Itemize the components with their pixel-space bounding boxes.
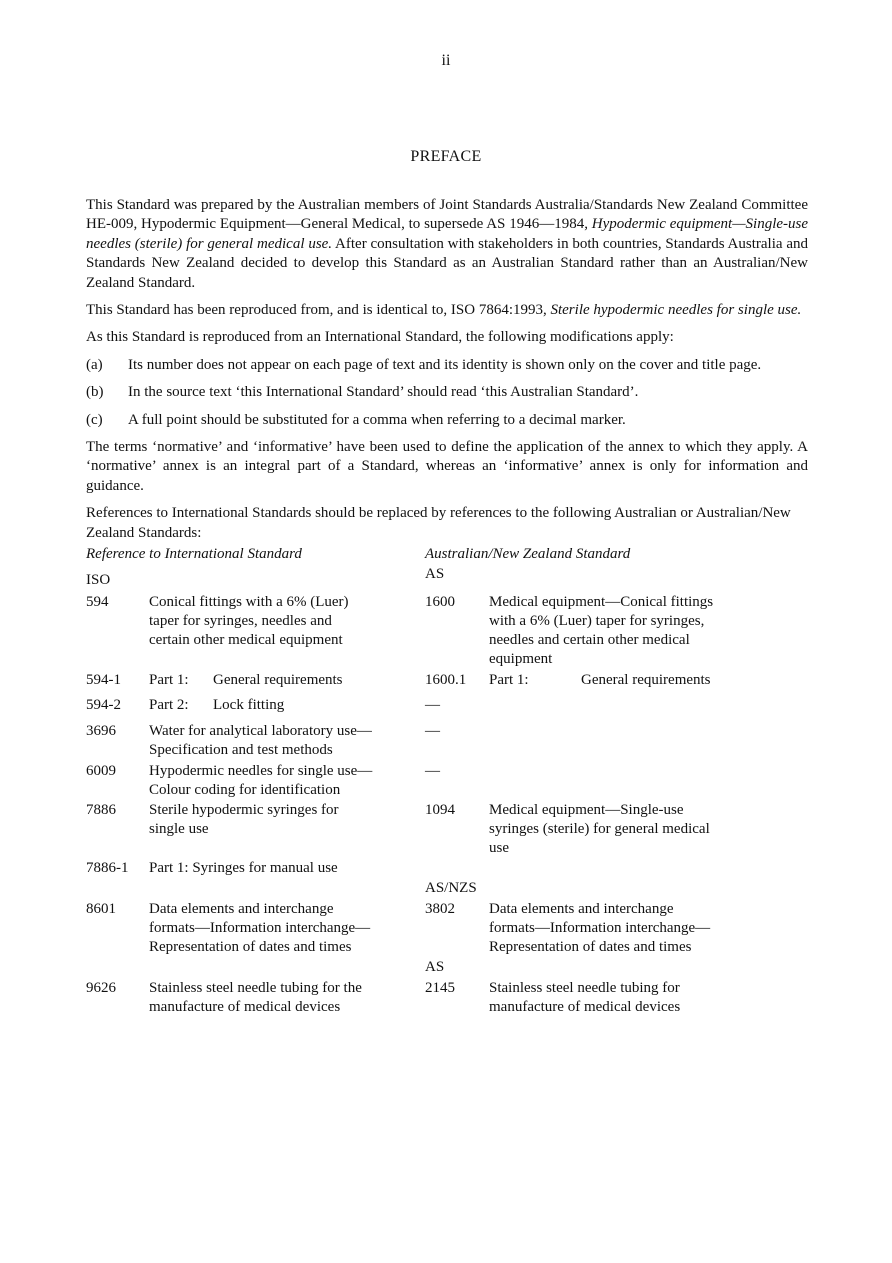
as-title-line: manufacture of medical devices xyxy=(489,999,681,1016)
as-number: 1094 xyxy=(425,802,455,819)
as-number: 1600 xyxy=(425,594,455,611)
list-item xyxy=(86,356,808,375)
iso-title-line: Conical fittings with a 6% (Luer) xyxy=(149,594,349,611)
list-marker: (c) xyxy=(86,411,103,428)
iso-title-line: Sterile hypodermic syringes for xyxy=(149,802,339,819)
list-text: A full point should be substituted for a comma when referring to a decimal marker. xyxy=(128,411,626,428)
as-number: — xyxy=(425,723,440,740)
iso-number: 8601 xyxy=(86,901,116,918)
cited-title: Sterile hypodermic needles for single use. xyxy=(550,302,802,319)
as-title-line: equipment xyxy=(489,651,553,668)
paragraph-references: References to International Standards should be replaced by references to the following Australian or Australian/New Zealand Standards: xyxy=(86,505,791,541)
as-number: — xyxy=(425,763,440,780)
text-segment: This Standard was prepared by the Australian members of Joint Standards Australia/Standards New Zealand Committee HE-009, Hypodermic Equipment—General Medical, to supersede AS 1946—1984, xyxy=(86,197,808,233)
iso-title-line: certain other medical equipment xyxy=(149,632,343,649)
as-title-line: Representation of dates and times xyxy=(489,939,692,956)
iso-title-line: single use xyxy=(149,821,209,838)
paragraph-committee xyxy=(86,196,808,293)
list-marker: (a) xyxy=(86,356,103,373)
part-title: Lock fitting xyxy=(213,697,285,714)
as-number: — xyxy=(425,697,440,714)
iso-title-line: Representation of dates and times xyxy=(149,939,352,956)
list-item xyxy=(86,383,808,402)
as-title-line: Stainless steel needle tubing for xyxy=(489,980,680,997)
paragraph-annex: The terms ‘normative’ and ‘informative’ have been used to define the application of the annex to which they apply. A ‘normative’ annex is an integral part of a Standard, whereas an ‘informative’ annex is only for information and guidance. xyxy=(86,439,808,494)
as-number: 1600.1 xyxy=(425,672,467,689)
column-header-international: Reference to International Standard xyxy=(86,546,302,563)
as-title-line: needles and certain other medical xyxy=(489,632,690,649)
paragraph-modifications: As this Standard is reproduced from an International Standard, the following modifications apply: xyxy=(86,329,674,346)
page-number: ii xyxy=(441,52,451,69)
part-label: Part 2: xyxy=(149,697,189,714)
iso-number: 594-1 xyxy=(86,672,121,689)
iso-title-line xyxy=(149,671,343,690)
as-title-line: Medical equipment—Conical fittings xyxy=(489,594,714,611)
as-title-line: Data elements and interchange xyxy=(489,901,674,918)
list-text: Its number does not appear on each page of text and its identity is shown only on the cover and title page. xyxy=(128,356,762,373)
iso-title-line: Water for analytical laboratory use— xyxy=(149,723,372,740)
as-label: AS xyxy=(425,566,445,583)
iso-title-line: manufacture of medical devices xyxy=(149,999,341,1016)
text-segment: After consultation with stakeholders in both countries, Standards Australia and Standards New Zealand decided to develop this Standard as an Australian Standard rather than an Australian/New Zealand Standard. xyxy=(86,235,808,291)
iso-title-line: Stainless steel needle tubing for the xyxy=(149,980,362,997)
iso-number: 594 xyxy=(86,594,109,611)
column-header-australian: Australian/New Zealand Standard xyxy=(425,546,631,563)
as-title-line: with a 6% (Luer) taper for syringes, xyxy=(489,613,705,630)
iso-title-line: Part 1: Syringes for manual use xyxy=(149,860,338,877)
iso-number: 6009 xyxy=(86,763,116,780)
iso-title-line: Colour coding for identification xyxy=(149,782,341,799)
text-segment: This Standard has been reproduced from, and is identical to, ISO 7864:1993, xyxy=(86,302,547,319)
as-title-line: use xyxy=(489,840,509,857)
list-item xyxy=(86,411,808,430)
section-title: PREFACE xyxy=(410,148,482,165)
cited-title: Hypodermic equipment—Single-use needles (sterile) for general medical use. xyxy=(86,216,809,252)
iso-number: 7886 xyxy=(86,802,116,819)
iso-label: ISO xyxy=(86,572,111,589)
iso-title-line: Hypodermic needles for single use— xyxy=(149,763,373,780)
iso-title-line: Data elements and interchange xyxy=(149,901,334,918)
iso-title-line: taper for syringes, needles and xyxy=(149,613,332,630)
reference-table xyxy=(86,545,808,1016)
iso-number: 7886-1 xyxy=(86,860,129,877)
part-label: Part 1: xyxy=(489,672,529,689)
list-marker: (b) xyxy=(86,384,104,401)
as-number: 3802 xyxy=(425,901,455,918)
asnzs-label: AS/NZS xyxy=(425,880,477,897)
as-title-line: Medical equipment—Single-use xyxy=(489,802,684,819)
iso-title-line xyxy=(149,696,284,715)
list-text: In the source text ‘this International Standard’ should read ‘this Australian Standard’. xyxy=(128,384,639,401)
as-number: 2145 xyxy=(425,980,455,997)
as-label: AS xyxy=(425,959,445,976)
iso-title-line: Specification and test methods xyxy=(149,742,333,759)
iso-number: 9626 xyxy=(86,980,116,997)
iso-title-line: formats—Information interchange— xyxy=(149,920,371,937)
as-title-line: syringes (sterile) for general medical xyxy=(489,821,710,838)
paragraph-identical xyxy=(86,301,808,320)
iso-number: 594-2 xyxy=(86,697,121,714)
as-title-line: formats—Information interchange— xyxy=(489,920,711,937)
part-label: Part 1: xyxy=(149,672,189,689)
preface-body xyxy=(86,196,809,1016)
as-title-line xyxy=(489,671,711,690)
part-title: General requirements xyxy=(581,672,711,689)
part-title: General requirements xyxy=(213,672,343,689)
iso-number: 3696 xyxy=(86,723,116,740)
